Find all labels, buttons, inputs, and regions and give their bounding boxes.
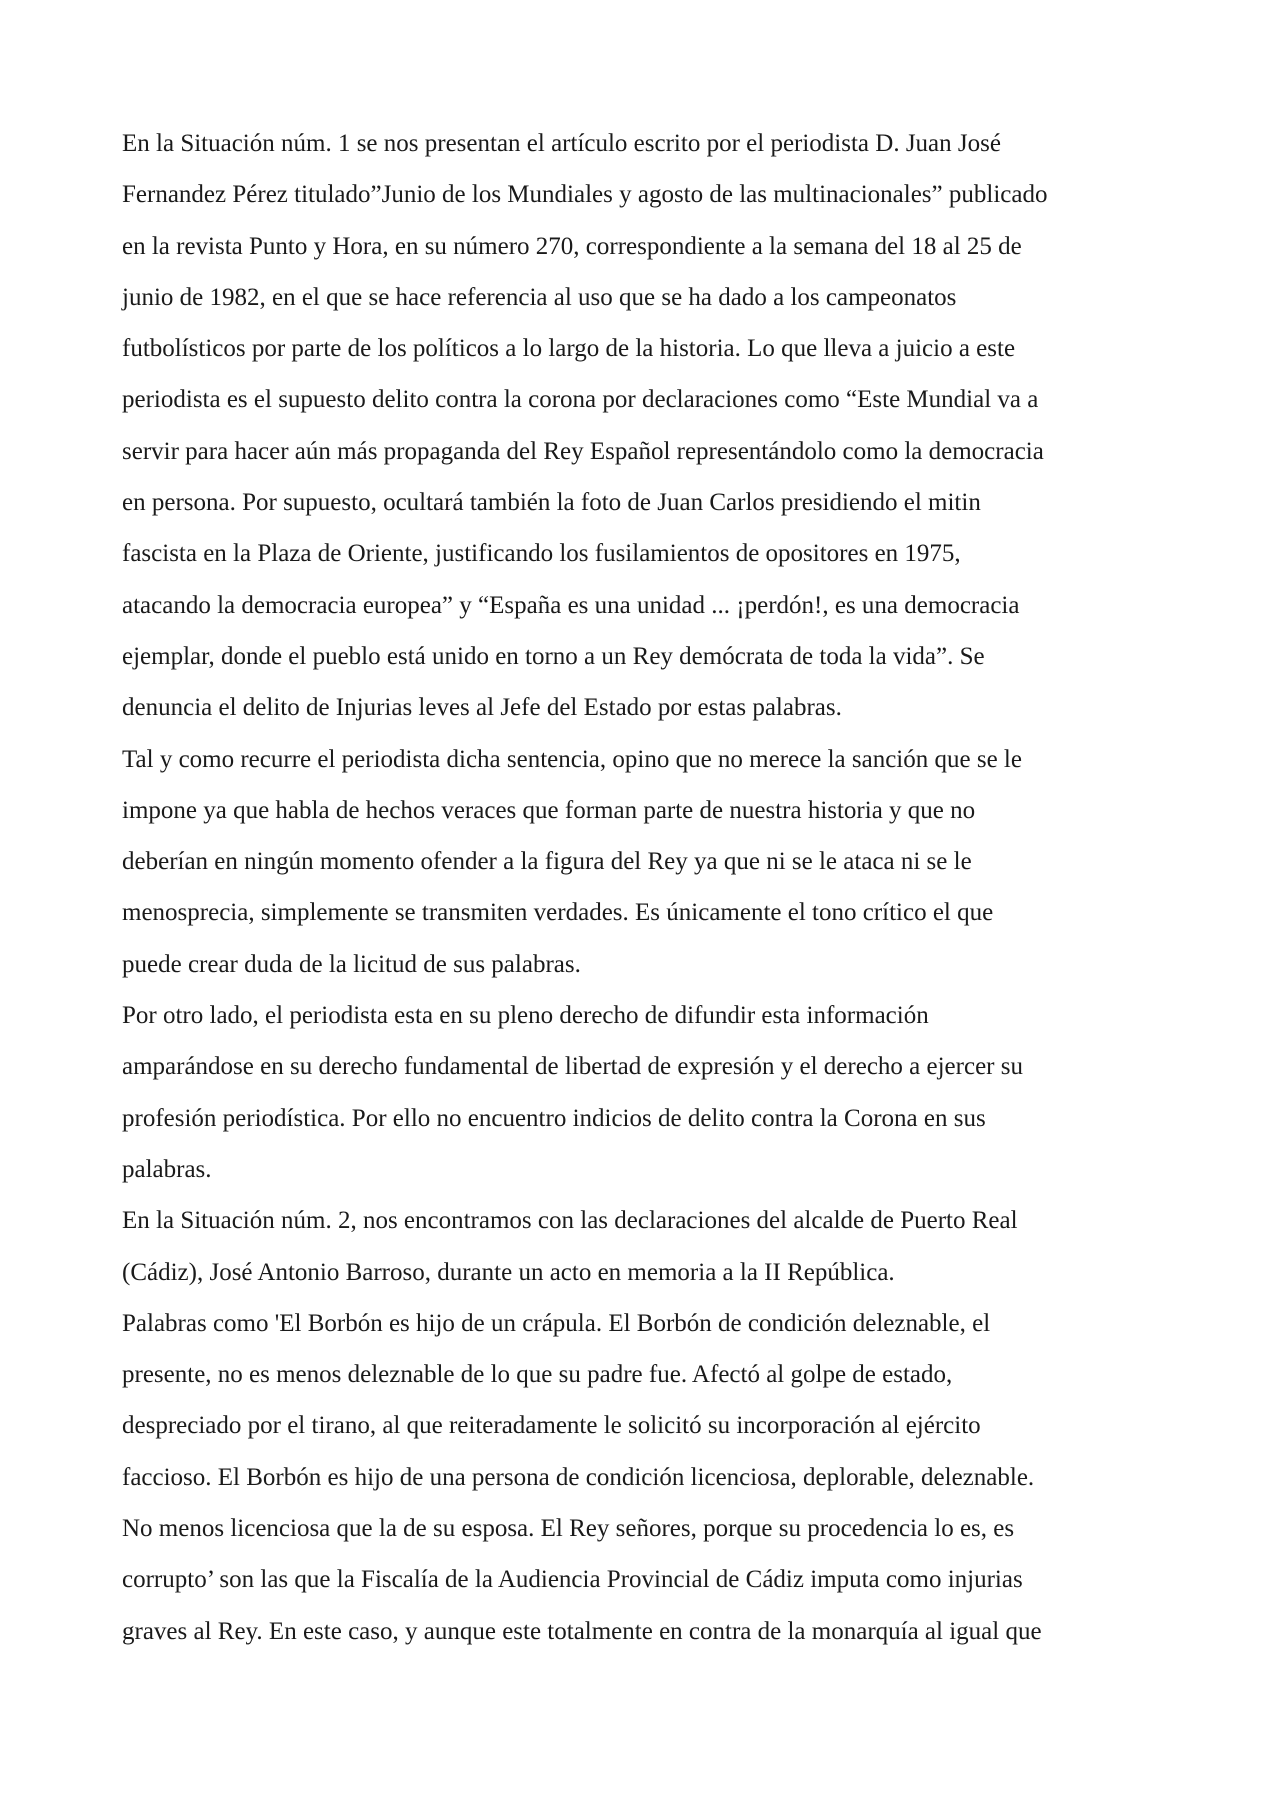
document-body — [122, 118, 1168, 1657]
text-line: puede crear duda de la licitud de sus palabras. — [122, 950, 581, 978]
text-line: menosprecia, simplemente se transmiten verdades. Es únicamente el tono crítico el que — [122, 899, 994, 927]
text-line: futbolísticos por parte de los políticos a lo largo de la historia. Lo que lleva a juicio a este — [122, 335, 1016, 363]
text-line: graves al Rey. En este caso, y aunque este totalmente en contra de la monarquía al igual que — [122, 1617, 1042, 1645]
text-line: En la Situación núm. 1 se nos presentan el artículo escrito por el periodista D. Juan José — [122, 130, 1001, 157]
text-line: en la revista Punto y Hora, en su número 270, correspondiente a la semana del 18 al 25 de — [122, 232, 1022, 260]
text-line: despreciado por el tirano, al que reiteradamente le solicitó su incorporación al ejército — [122, 1412, 981, 1440]
text-line: deberían en ningún momento ofender a la figura del Rey ya que ni se le ataca ni se le — [122, 848, 972, 876]
text-line: fascista en la Plaza de Oriente, justificando los fusilamientos de opositores en 1975, — [122, 540, 961, 568]
text-line: profesión periodística. Por ello no encuentro indicios de delito contra la Corona en sus — [122, 1104, 986, 1132]
paragraph — [122, 1298, 1168, 1657]
text-line: amparándose en su derecho fundamental de libertad de expresión y el derecho a ejercer su — [122, 1053, 1023, 1081]
text-line: servir para hacer aún más propaganda del Rey Español representándolo como la democracia — [122, 437, 1044, 465]
text-line: (Cádiz), José Antonio Barroso, durante un acto en memoria a la II República. — [122, 1258, 895, 1286]
text-line: corrupto’ son las que la Fiscalía de la Audiencia Provincial de Cádiz imputa como injurias — [122, 1566, 1023, 1594]
text-line: Fernandez Pérez titulado”Junio de los Mundiales y agosto de las multinacionales” publicado — [122, 181, 1048, 209]
text-line: Por otro lado, el periodista esta en su pleno derecho de difundir esta información — [122, 1002, 929, 1030]
text-line: palabras. — [122, 1155, 212, 1183]
text-line: atacando la democracia europea” y “España es una unidad ... ¡perdón!, es una democracia — [122, 591, 1020, 619]
paragraph — [122, 990, 1168, 1195]
text-line: impone ya que habla de hechos veraces que forman parte de nuestra historia y que no — [122, 796, 976, 824]
text-line: faccioso. El Borbón es hijo de una persona de condición licenciosa, deplorable, deleznable. — [122, 1463, 1035, 1491]
text-line: En la Situación núm. 2, nos encontramos con las declaraciones del alcalde de Puerto Real — [122, 1207, 1018, 1235]
text-line: No menos licenciosa que la de su esposa. El Rey señores, porque su procedencia lo es, es — [122, 1515, 1015, 1543]
paragraph — [122, 1195, 1168, 1298]
text-line: periodista es el supuesto delito contra la corona por declaraciones como “Este Mundial va a — [122, 386, 1039, 414]
text-line: ejemplar, donde el pueblo está unido en torno a un Rey demócrata de toda la vida”. Se — [122, 642, 985, 670]
paragraph — [122, 118, 1168, 734]
text-line: junio de 1982, en el que se hace referencia al uso que se ha dado a los campeonatos — [122, 283, 957, 311]
text-line: Tal y como recurre el periodista dicha sentencia, opino que no merece la sanción que se le — [122, 745, 1022, 773]
text-line: Palabras como 'El Borbón es hijo de un crápula. El Borbón de condición deleznable, el — [122, 1309, 991, 1337]
paragraph — [122, 734, 1168, 990]
text-line: denuncia el delito de Injurias leves al Jefe del Estado por estas palabras. — [122, 694, 842, 722]
text-line: en persona. Por supuesto, ocultará también la foto de Juan Carlos presidiendo el mitin — [122, 489, 981, 517]
text-line: presente, no es menos deleznable de lo que su padre fue. Afectó al golpe de estado, — [122, 1361, 953, 1389]
